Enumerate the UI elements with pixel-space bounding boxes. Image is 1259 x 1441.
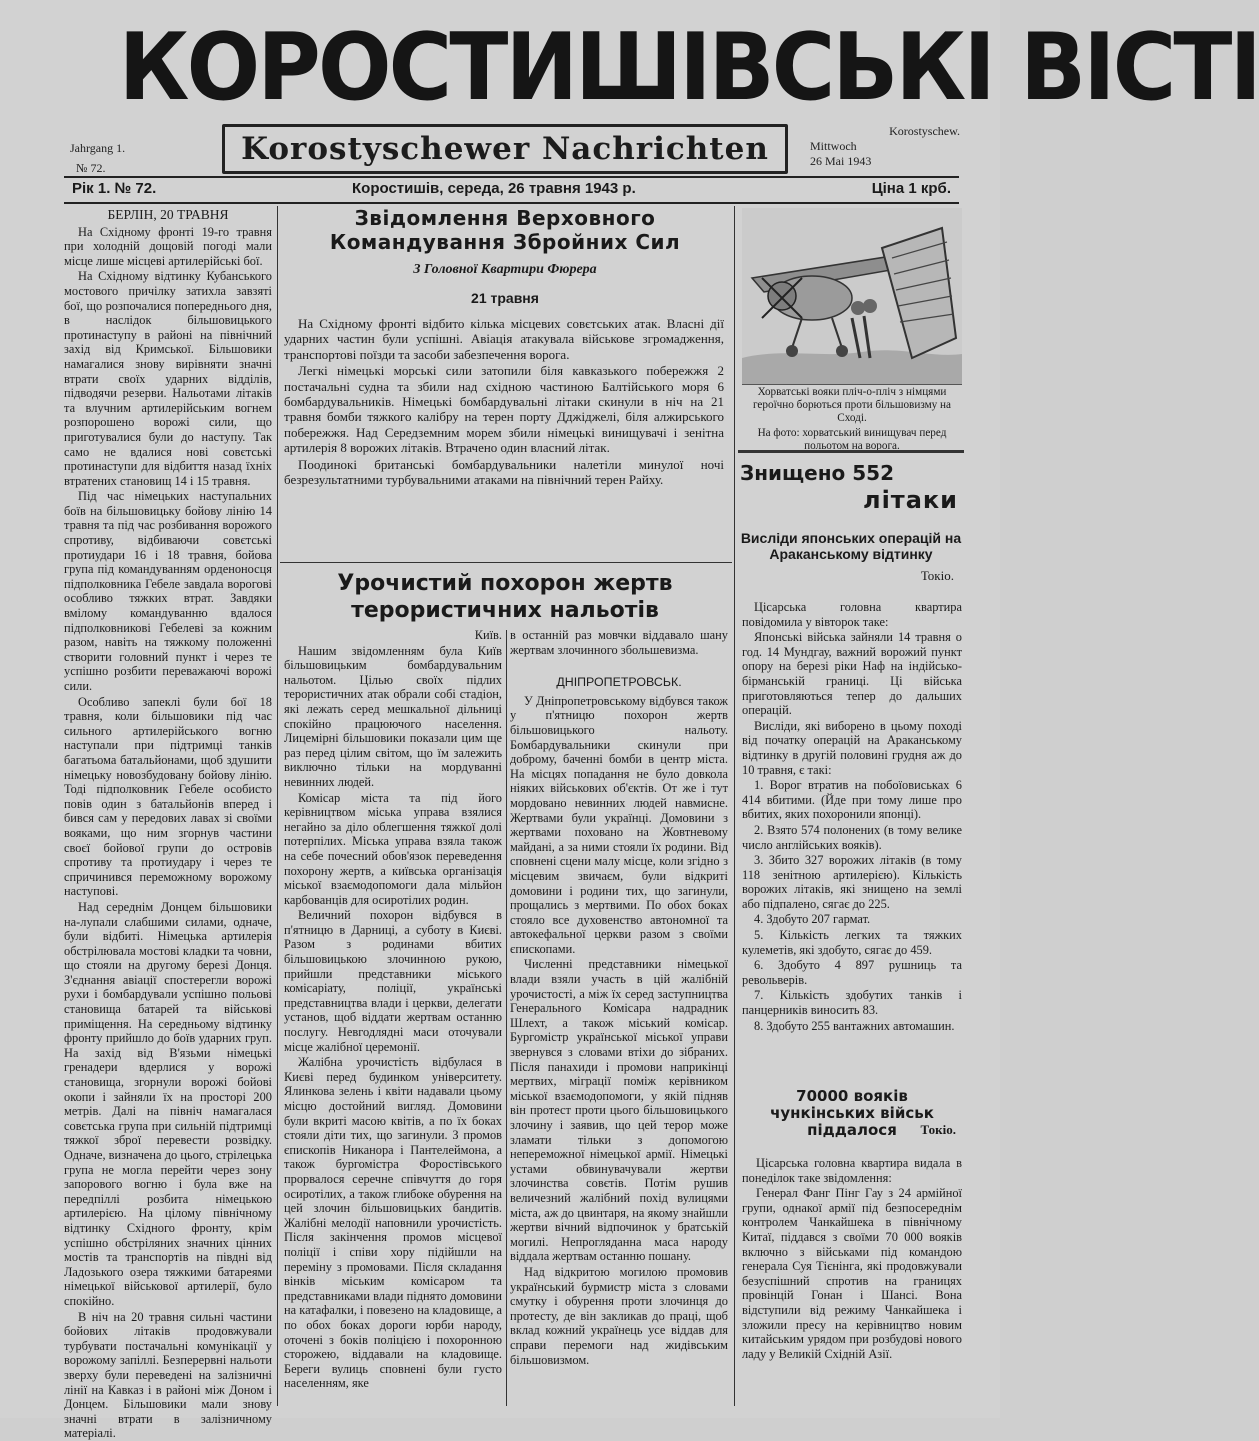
paragraph: Комісар міста та під його керівництвом міська управа взялися негайно за діло облегшення тяжкої долі потерпілих. Міська управа взяла також на себе почесний обов'язок переведення похорону жертв, а київська організація міської взаємодопомоги дала мільйон карбованців для осиротілих родин. [284, 790, 502, 907]
list-item: 4. Здобуто 207 гармат. [754, 912, 871, 927]
paragraph: Генерал Фанг Пінг Гау з 24 армійної групи, однакої армії під безпосереднім контролем Чанкайшека в північному Китаї, піддався з своїми 70 000 вояків включно з військами під командою генерала Суя Тієнінга, які продовжували безуспішний спротив на границях провінцій Гонан і Шансі. Вона відступили від режиму Чанкайшека і зложили пресу на керівництво новим китайським урядом при розбудові нового ладу у Великій Східній Азії. [742, 1186, 962, 1361]
paragraph: Численні представники німецької влади взяли участь в цій жалібній урочистості, а між їх серед заступництва Генерального Комісара надрадник Шлехт, а також міський комісар. Бургомістр української міської управи звернувся з словами втіхи до зібраних. Після панахиди і промови наприкінці мертвих, міграції поміж керівником міської взаємодопомоги, у якій підняв він протест проти цього більшовицького злочину і заявив, що цей терор може зламати тільки з допомогою непереможної німецької армії. Німецькі устами обвинувачували жертви злочинства совєтів. Потім рушив величезний жалібний похід вулицями міста, аж до цвинтаря, на якому знайшли жертви вічний відпочинок у братській могилі. Непрогляданна маса народу віддала жертвам останню пошану. [510, 957, 728, 1264]
paragraph: в останній раз мовчки віддавало шану жертвам злочинного збольшевизма. [510, 628, 728, 657]
list-item: 2. Взято 574 полонених (в тому велике число англійських вояків). [742, 822, 962, 852]
newspaper-title: КОРОСТИШІВСЬКІ ВІСТІ [118, 13, 1259, 121]
list-item: 5. Кількість легких та тяжких кулеметів, які здобуто, сягає до 459. [742, 928, 962, 957]
japan-report-body [742, 600, 962, 1033]
masthead-left [70, 138, 210, 178]
japan-headline-line-2: літаки [862, 486, 958, 514]
funeral-column-2 [510, 628, 728, 1406]
column-berlin [64, 207, 272, 1441]
issue-price: Ціна 1 крб. [871, 180, 951, 197]
kyiv-dateline: Київ. [474, 628, 502, 642]
paragraph: Цісарська головна квартира видала в понеділок таке звідомлення: [742, 1156, 962, 1185]
aircraft-drawing [742, 208, 962, 384]
masthead-date: 26 Mai 1943 [810, 154, 872, 168]
chungking-report-body [742, 1156, 962, 1404]
masthead-right [810, 124, 960, 169]
caption-line-1: Хорватські вояки пліч-о-пліч з німцями героїчно борються проти більшовизму на Сході. [752, 386, 952, 424]
jahrgang: Jahrgang 1. [70, 141, 126, 155]
paragraph: На Східному фронті відбито кілька місцевих совєтських атак. Власні дії ударних частин були успішні. Авіація атакувала військове згромадження, транспортові поїзди та засоби забезпечення ворога. [284, 316, 724, 362]
wehrmacht-report-body [284, 316, 724, 558]
issue-place-date: Коростишів, середа, 26 травня 1943 р. [352, 180, 636, 197]
paragraph: Під час німецьких наступальних боїв на більшовицьку бойову лінію 14 травня та під час розбивання ворожого спротиву, відбиваючи совєтські протиудари 16 і 18 травня, бойова група під командуванням орденоносця підполковника Гебеле завдала ворогові особливо тяжких втрат. Завдяки вмілому командуванню вдалося підполковникові Гебелеві за кожним разом, навіть на тяжкому положенні створити головний пункт і через те успішно розбити переважаючі ворожі сили. [64, 489, 272, 693]
caption-line-2: На фото: хорватський винищувач перед польотом на ворога. [757, 427, 947, 452]
list-item: 3. Збито 327 ворожих літаків (в тому 118 зенітною артилерією). Кількість ворожих літаків, які знищено на землі або підпалено, сягає до 225. [742, 853, 962, 911]
column-divider [734, 206, 735, 1406]
funeral-headline: Урочистий похорон жертв терористичних нальотів [337, 571, 673, 623]
list-item: 6. Здобуто 4 897 рушниць та револьверів. [742, 958, 962, 987]
paragraph: Нашим звідомленням була Київ більшовицьким бомбардувальним нальотом. Цілью своїх підлих терористичних атак обрали собі стадіон, які лежать серед мешкальної дільниці спокійно працюючого населення. Лицемірні більшовики показали цим ще раз перед цілим світом, що їм залежить виключно тільки на мордуванні невинних людей. [284, 643, 502, 789]
masthead-rule-bottom [64, 202, 959, 204]
funeral-column-1 [284, 628, 502, 1406]
japan-subhead: Висліди японських операцій на Араканському відтинку [740, 530, 962, 562]
japan-headline [740, 460, 962, 514]
paragraph: Величний похорон відбувся в п'ятницю в Дарниці, а суботу в Києві. Разом з родинами вбитих більшовицькою злочинною рукою, прийшли представники міського комісаріату, поліції, українські представництва влади і церкви, делегати установ, щоб віддати жертвам останню послугу. Невгодлядні маси оточували місце жалібної церемонії. [284, 908, 502, 1054]
paragraph: Легкі німецькі морські сили затопили біля кавказького побережжя 2 постачальні судна та збили над східною частиною Балтійського моря 6 бомбардувальників. Німецькі бомбардувальні літаки скинули в ніч на 21 травня бомби тяжкого калібру на терен порту Дджіджелі, біля алжирського побережжя. Над Середземним морем збили німецькі винищувачі і зенітна артилерія 8 ворожих літаків. Втрачено один власний літак. [284, 363, 724, 456]
column-divider [506, 630, 507, 1406]
issue-year-number: Рік 1. № 72. [72, 180, 157, 197]
berlin-dateline: БЕРЛІН, 20 ТРАВНЯ [107, 207, 229, 222]
paragraph: В ніч на 20 травня сильні частини бойових літаків продовжували турбувати постачальні комунікації у ворожому запіллі. Безперервні нальоти зверху були переведені на залізничні лінії на Кавказ і в районі між Доном і Донцем. Більшовики мали знову значні втрати в залізничному матеріалі. [64, 1309, 272, 1441]
list-item: 1. Ворог втратив на побоїовиськах 6 414 вбитими. (Йде при тому лише про вбитих, яких похоронили японці). [742, 778, 962, 822]
paragraph: Особливо запеклі були бої 18 травня, коли більшовики під час сильного артилерійського вогню наступали при підтримці танків багатьома батальйонами, щоб здушити німецьку новозбудовану бойову лінію. Тоді підполковник Гебеле особисто повів один з батальйонів вперед і бився сам у передових лавах зі своїми вояками, що ним згорнув частини своєї бойової групи до островів спротиву та протиудару і через те спричинився переможному ворожому наступові. [64, 694, 272, 899]
paragraph: Висліди, які виборено в цьому поході від початку операцій на Араканському відтинку в другій половині грудня аж до 10 травня, є такі: [742, 718, 962, 777]
wehrmacht-report-date: 21 травня [471, 290, 539, 306]
paragraph: Поодинокі британські бомбардувальники налетіли минулої ночі безрезультатними турбувальними атаками на північний терен Райху. [284, 456, 724, 488]
section-divider [280, 562, 732, 563]
aircraft-illustration-icon [742, 208, 962, 385]
masthead [0, 0, 1259, 200]
wehrmacht-report-subhead: З Головної Квартири Фюрера [413, 262, 597, 277]
masthead-place: Korostyschew. [889, 124, 960, 138]
tokyo-dateline: Токіо. [920, 568, 954, 583]
list-item: 7. Кількість здобутих танків і панцерників виносить 83. [742, 988, 962, 1018]
tokyo-dateline-2: Токіо. [920, 1122, 956, 1137]
paragraph: Жалібна урочистість відбулася в Києві перед будинком університету. Ялинкова зелень і квіти надавали цьому місцю достойний вигляд. Домовини були вкриті масою квітів, а по їх боках стояли діти тих, що загинули. З промов єпископів Никанора і Пантелеймона, а також бургомістра Форостівського прорвалося серечне співчуття до горя осиротілих, а також глибоке обурення на цей злочин більшовицьких бандитів. Жалібні мелодії наповнили урочистість. Після закінчення промов місцевої поліції і співи хору підійшли на переміну з промовами. Після складання вінків міським комісаром та представниками влади піднято домовини на катафалки, і повезено на кладовище, а по обох боках дороги юрби народу, оточені з боків поліцією і похоронною сторожею, віддавали на кладовище. Береги вулиць сповнені були густо населенням, яке [284, 1055, 502, 1391]
japan-headline-line-1: Знищено 552 [740, 461, 894, 485]
wehrmacht-report-headline: Звідомлення Верховного Командування Збройних Сил [329, 206, 681, 254]
chungking-subhead: 70000 вояків чункінських військ піддалося [770, 1087, 934, 1139]
section-divider [738, 450, 964, 453]
column-divider [277, 206, 278, 1406]
paragraph: Над відкритою могилою промовив український бурмистр міста з словами смутку і обурення проти злочинця до протесту, де він закликав до праці, щоб вклад кожний українець усе віддав для справи перемоги над жидівським більшовизмом. [510, 1264, 728, 1367]
issue-info-line [64, 178, 959, 200]
issue-number: № 72. [76, 161, 106, 175]
list-item: 8. Здобуто 255 вантажних автомашин. [754, 1018, 955, 1033]
dnipropetrovsk-dateline: ДНІПРОПЕТРОВСЬК. [556, 675, 682, 690]
subtitle-frame [222, 124, 788, 174]
newspaper-subtitle: Korostyschewer Nachrichten [241, 131, 769, 167]
paragraph: На Східному фронті 19-го травня при холодній дощовій погоді мали місце лише місцеві артилерійські бої. [64, 224, 272, 268]
paragraph: Цісарська головна квартира повідомила у вівторок таке: [742, 600, 962, 629]
paragraph: На Східному відтинку Кубанського мостового причілку затихла завзяті бої, що розпочалися попереднього дня, в наслідок більшовицького протинаступу в районі на північний захід від Кримської. Більшовики намагалися знову вирівняти значні втрати своїх ударних відділів, підводячи резерви. Нальотами літаків та влучним артилерійським вогнем розпорошено ворожі сили, що приготувалися були до наступу. Так само не вдалися нові совєтські протинаступи для відбиття назад їхніх втратених становищ 14 і 15 травня. [64, 269, 272, 488]
paragraph: Японські війська зайняли 14 травня о год. 14 Мундгау, важний ворожий пункт опору на березі ріки Наф на індійсько-бірманській границі. Ці війська приготовляються тепер до дальших операцій. [742, 630, 962, 718]
masthead-day: Mittwoch [810, 139, 857, 153]
photo-caption [742, 386, 962, 455]
paragraph: У Дніпропетровському відбувся також у п'ятницю похорон жертв більшовицького нальоту. Бомбардувальники скинули при доброму, баченні бомби в центр міста. На місцях попадання не було довкола ніяких військових об'єктів. От же і тут мордовано невинних людей навмисне. Жертвами були українці. Домовини з жертвами поховано на Жовтневому майдані, а за ними стояли їх родини. Від сповнені сцени малу місце, коли згідно з місцевим звичаєм, були відкриті домовини і родини тих, що загинули, прощались з мертвими. По обох боках стояло все духовенство автономної та автокефальної церкви разом з своїми єпископами. [510, 693, 728, 956]
paragraph: Над середнім Донцем більшовики на-лупали слабшими силами, одначе, були відбиті. Німецька артилерія обстрілювала мостові кладки та човни, що стояли на другому березі Донця. З'єднання авіації спостерегли ворожі рухи і бомбардували успішно польові становища батарей та військові приміщення. На середньому відтинку фронту прийшло до боїв ударних груп. На захід від В'язьми німецькі гренадери вдерлися у ворожі становища, згорнули ворожі бойові окопи і зайняли їх на просторі 200 метрів. Далі на північ намагалася совєтська група при сильній підтримці тяжкої зброї перевести розвідку. Одначе, визначена до цього, стрілецька група не могла перейти через зону запорового вогню і була вже на передпіллі розбита німецькою артилерією. На цілому північному відтинку Східного фронту, крім успішно обстріляних значних цінних мостів та транспортів на півдні від Ладозького озера тяжкими батареями німецької військової артилерії, було спокійно. [64, 899, 272, 1308]
